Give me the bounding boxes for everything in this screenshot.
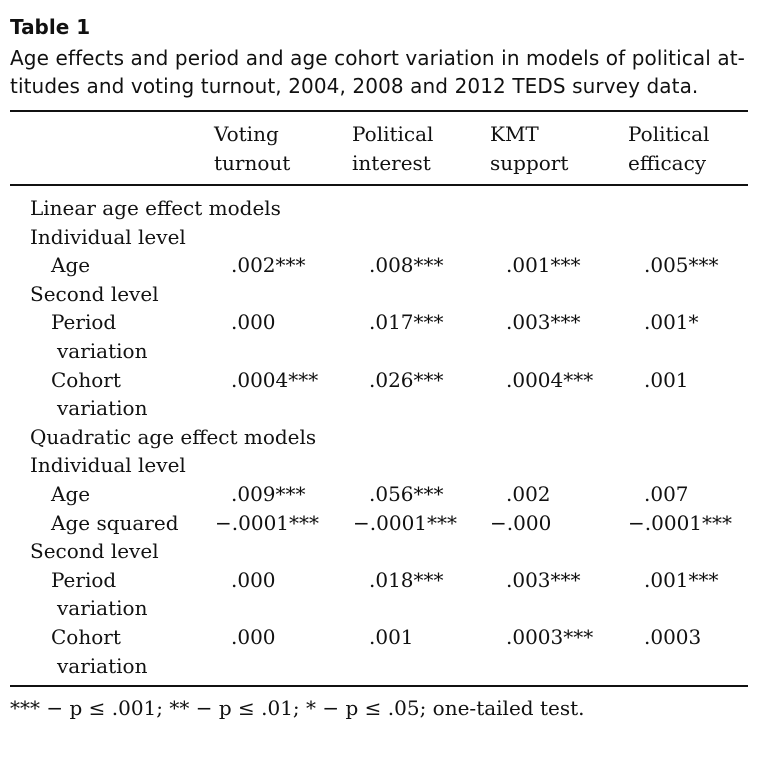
table-cell: .001*** (644, 567, 719, 592)
section-heading-linear: Linear age effect models (30, 196, 281, 220)
table-cell: .0004*** (231, 367, 319, 392)
table-cell: .0003*** (506, 624, 594, 649)
table-cell: .018*** (369, 567, 444, 592)
table-cell: −.0001*** (353, 510, 458, 535)
caption-line-1: Age effects and period and age cohort variation in models of political at- (10, 46, 745, 70)
table-cell: .009*** (231, 481, 306, 506)
table-cell: .0003 (644, 624, 702, 649)
table-label: Table 1 (10, 15, 91, 39)
table-cell: .003*** (506, 310, 581, 335)
bottom-rule (10, 685, 748, 687)
table-row: Cohort .0004*** .026*** .0004*** .001 (10, 366, 748, 395)
level-heading-individual: Individual level (30, 224, 186, 249)
table-caption (10, 44, 750, 100)
column-header-voting-turnout: Voting turnout (214, 122, 291, 175)
table-row-continuation: variation (57, 338, 148, 363)
table-cell: .001 (369, 624, 414, 649)
table-cell: .001* (644, 310, 699, 335)
table-cell: .003*** (506, 567, 581, 592)
level-heading-second: Second level (30, 281, 159, 306)
table-cell: .026*** (369, 367, 444, 392)
table-cell: .007 (644, 481, 689, 506)
table-row: Age .002*** .008*** .001*** .005*** (10, 251, 748, 280)
table-cell: .000 (231, 624, 276, 649)
table-cell: −.0001*** (628, 510, 733, 535)
table-row: Period .000 .018*** .003*** .001*** (10, 566, 748, 595)
table-cell: −.0001*** (215, 510, 320, 535)
level-heading-second: Second level (30, 539, 159, 564)
table-row-continuation: variation (57, 596, 148, 621)
top-rule (10, 110, 748, 112)
table-cell: .056*** (369, 481, 444, 506)
table-row: Age .009*** .056*** .002 .007 (10, 480, 748, 509)
table-body (10, 194, 748, 680)
caption-line-2: titudes and voting turnout, 2004, 2008 and 2012 TEDS survey data. (10, 74, 699, 98)
table-row: Age squared −.0001*** −.0001*** −.000 −.0001*** (10, 509, 748, 538)
level-heading-individual: Individual level (30, 453, 186, 478)
column-header-kmt-support: KMT support (490, 122, 569, 175)
table-cell: .001 (644, 367, 689, 392)
header-rule (10, 184, 748, 186)
column-header-political-efficacy: Political efficacy (628, 122, 710, 175)
table-cell: .002 (506, 481, 551, 506)
table-container (10, 14, 750, 720)
table-row-continuation: variation (57, 396, 148, 421)
section-heading-quadratic: Quadratic age effect models (30, 424, 317, 449)
table-cell: −.000 (490, 510, 552, 535)
table-cell: .000 (231, 310, 276, 335)
table-footnote: *** − p ≤ .001; ** − p ≤ .01; * − p ≤ .05; one-tailed test. (10, 696, 585, 720)
table-cell: .0004*** (506, 367, 594, 392)
table-cell: .017*** (369, 310, 444, 335)
table-row: Period .000 .017*** .003*** .001* (10, 308, 748, 337)
table-cell: .005*** (644, 253, 719, 278)
table-cell: .000 (231, 567, 276, 592)
table-cell: .002*** (231, 253, 306, 278)
table-cell: .008*** (369, 253, 444, 278)
table-cell: .001*** (506, 253, 581, 278)
table-row-continuation: variation (57, 653, 148, 678)
column-header-political-interest: Political interest (352, 122, 434, 175)
table-row: Cohort .000 .001 .0003*** .0003 (10, 623, 748, 652)
